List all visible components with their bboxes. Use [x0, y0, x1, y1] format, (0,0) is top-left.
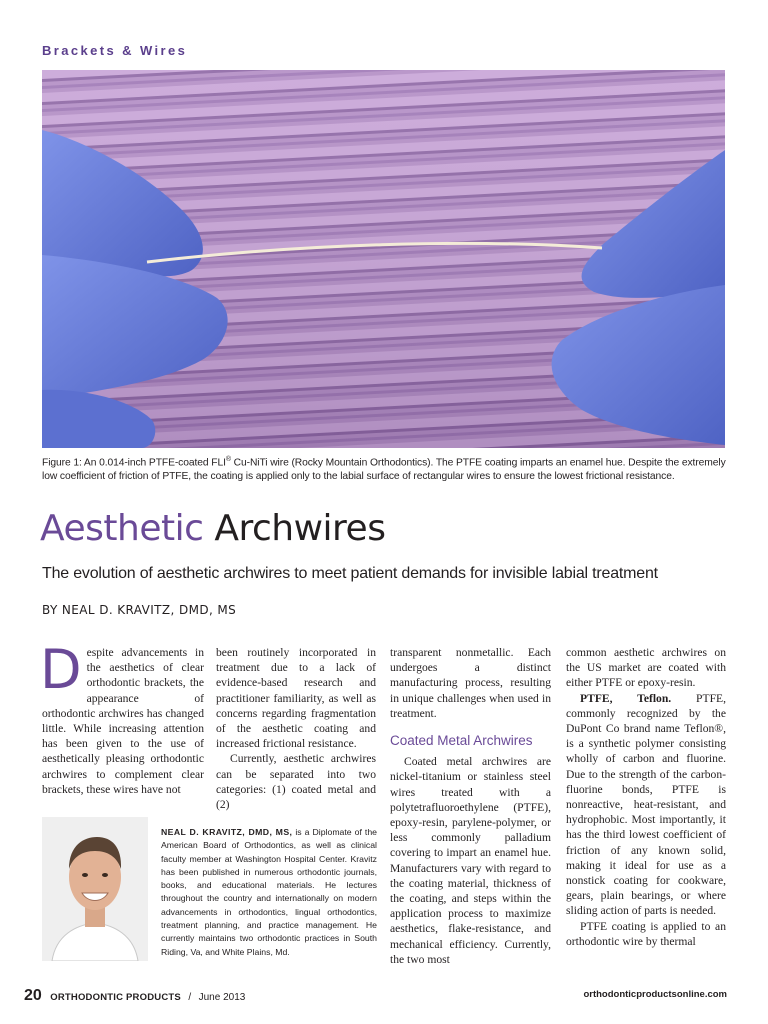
byline: BY NEAL D. KRAVITZ, DMD, MS [42, 603, 237, 617]
paragraph: PTFE, Teflon. PTFE, commonly recognized by the DuPont Co brand name Teflon®, is a synthetic polymer consisting wholly of carbon and fluorine. Due to the strength of the carbon-fluorine bonds, PTFE is nonreactive, heat-resistant, and hydrophobic. Most importantly, it has the third lowest coefficient of friction of any known solid, making it ideal for use as a nonstick coating for cookware, gears, plain bearings, or where sliding action of parts is needed. [566, 691, 726, 918]
article-subtitle: The evolution of aesthetic archwires to meet patient demands for invisible labial treatment [42, 565, 658, 582]
paragraph: PTFE coating is applied to an orthodontic wire by thermal [566, 919, 726, 948]
title-main: Archwires [214, 508, 386, 549]
drop-cap: D [40, 638, 82, 701]
title-accent: Aesthetic [40, 508, 204, 549]
body-column-3 [390, 645, 551, 967]
footer-left [24, 987, 245, 1005]
paragraph: Coated metal archwires are nickel-titanium or stainless steel wires treated with a polytetrafluoroethylene (PTFE), epoxy-resin, parylene-polymer, or less commonly palladium covering to impart an enamel hue. Manufacturers vary with regard to the coating material, thickness of the coating, and steps within the application process to maximize aesthetics, flake-resistance, and mechanical efficiency. Currently, the two most [390, 755, 551, 966]
subheading: Coated Metal Archwires [390, 733, 533, 749]
body-column-2 [216, 645, 376, 812]
author-bio-name: NEAL D. KRAVITZ, DMD, MS, [161, 827, 293, 837]
author-bio: NEAL D. KRAVITZ, DMD, MS, is a Diplomate of the American Board of Orthodontics, as well as clinical faculty member at Washington Hospital Center. Kravitz has been published in numerous orthodontic journals, books, and educational materials. He lectures throughout the country and internationally on modern advancements in orthodontics, lingual orthodontics, treatment planning, and practice management. He currently maintains two orthodontic practices in South Riding, Va, and White Plains, Md. [161, 827, 378, 957]
paragraph: been routinely incorporated in treatment due to a lack of evidence-based research and practitioner familiarity, as well as concerns regarding fragmentation of the aesthetic coating and increased frictional resistance. [216, 646, 376, 751]
article-title [40, 508, 385, 549]
author-photo [42, 817, 148, 961]
run-in-heading: PTFE, Teflon. [580, 691, 672, 705]
page-number: 20 [24, 987, 42, 1004]
figure-photo [42, 70, 725, 448]
footer-url: orthodonticproductsonline.com [583, 989, 727, 1000]
footer-separator: / [188, 992, 192, 1003]
section-label: Brackets & Wires [42, 43, 188, 58]
issue-date: June 2013 [198, 992, 246, 1003]
body-column-1: Despite advancements in the aesthetics of clear orthodontic brackets, the appearance of orthodontic archwires has changed little. While increasing attention has been given to the use of aesthetically pleasing orthodontic archwires to complement clear brackets, these wires have not [40, 638, 204, 796]
paragraph: common aesthetic archwires on the US market are coated with either PTFE or epoxy-resin. [566, 646, 726, 690]
paragraph: transparent nonmetallic. Each undergoes a distinct manufacturing process, resulting in unique challenges when used in treatment. [390, 646, 551, 720]
paragraph: Currently, aesthetic archwires can be separated into two categories: (1) coated metal and (2) [216, 752, 376, 812]
body-column-4 [566, 645, 726, 949]
figure-caption: Figure 1: An 0.014-inch PTFE-coated FLI® Cu-NiTi wire (Rocky Mountain Orthodontics). The PTFE coating imparts an enamel hue. Despite the extremely low coefficient of friction of PTFE, the coating is applied only to the labial surface of rectangular wires to ensure the lowest frictional resistance. [42, 456, 726, 483]
magazine-name: ORTHODONTIC PRODUCTS [50, 992, 181, 1003]
